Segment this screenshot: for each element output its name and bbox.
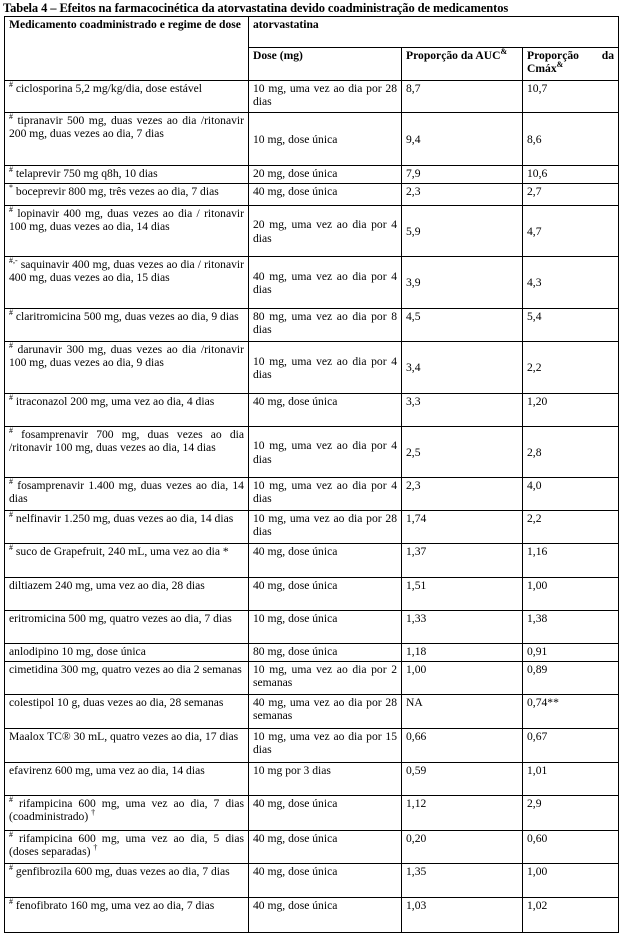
cell-drug <box>5 342 249 394</box>
cell-dose: 40 mg, dose única <box>249 544 402 578</box>
cell-auc-ratio: 1,33 <box>402 611 523 644</box>
table-row <box>5 166 619 184</box>
cell-auc-ratio: 1,51 <box>402 578 523 611</box>
table-row <box>5 898 619 933</box>
header-cmax-label: Proporção da Cmáx <box>527 49 615 76</box>
drug-text: eritromicina 500 mg, quatro vezes ao dia, 7 dias <box>9 612 232 625</box>
cell-dose: 40 mg, dose única <box>249 864 402 898</box>
cell-cmax-ratio: 4,3 <box>523 257 619 309</box>
cell-auc-ratio: 9,4 <box>402 113 523 166</box>
cell-auc-ratio: 1,12 <box>402 796 523 831</box>
footnote-mark: # <box>9 426 13 436</box>
table-row <box>5 763 619 796</box>
cell-dose: 10 mg por 3 dias <box>249 763 402 796</box>
cell-drug <box>5 611 249 644</box>
footnote-mark: # <box>9 80 13 90</box>
table-row <box>5 81 619 113</box>
cell-cmax-ratio: 5,4 <box>523 309 619 342</box>
footnote-mark: # <box>9 897 13 907</box>
cell-auc-ratio: 3,9 <box>402 257 523 309</box>
cell-auc-ratio: 3,4 <box>402 342 523 394</box>
cell-dose: 40 mg, dose única <box>249 578 402 611</box>
cell-cmax-ratio: 0,67 <box>523 729 619 763</box>
table-row <box>5 644 619 662</box>
footnote-mark: # <box>9 165 13 175</box>
cell-dose: 40 mg, dose única <box>249 831 402 864</box>
cell-dose: 10 mg, uma vez ao dia por 4 dias <box>249 478 402 511</box>
drug-text: ciclosporina 5,2 mg/kg/dia, dose estável <box>15 82 203 95</box>
drug-text: saquinavir 400 mg, duas vezes ao dia / ritonavir 400 mg, duas vezes ao dia, 15 dias <box>9 258 244 285</box>
table-caption: Tabela 4 – Efeitos na farmacocinética da atorvastatina devido coadministração de medicamentos <box>3 1 509 15</box>
cell-drug <box>5 544 249 578</box>
cell-auc-ratio: 4,5 <box>402 309 523 342</box>
cell-cmax-ratio: 1,01 <box>523 763 619 796</box>
header-cmax-sup: & <box>556 60 564 70</box>
drug-text: Maalox TC® 30 mL, quatro vezes ao dia, 17 dias <box>9 730 239 743</box>
cell-drug <box>5 478 249 511</box>
cell-auc-ratio: 5,9 <box>402 206 523 257</box>
drug-text: telaprevir 750 mg q8h, 10 dias <box>15 167 158 180</box>
header-dose-label: Dose (mg) <box>253 49 303 62</box>
cell-cmax-ratio: 0,60 <box>523 831 619 864</box>
footnote-mark: # <box>9 477 13 487</box>
cell-cmax-ratio: 1,00 <box>523 864 619 898</box>
drug-text: claritromicina 500 mg, duas vezes ao dia, 9 dias <box>15 310 239 323</box>
cell-cmax-ratio: 4,0 <box>523 478 619 511</box>
table-row <box>5 427 619 478</box>
cell-dose: 40 mg, dose única <box>249 184 402 206</box>
cell-drug <box>5 796 249 831</box>
drug-text: colestipol 10 g, duas vezes ao dia, 28 semanas <box>9 696 224 709</box>
drug-text: diltiazem 240 mg, uma vez ao dia, 28 dias <box>9 579 205 592</box>
table-row <box>5 511 619 544</box>
cell-dose: 20 mg, dose única <box>249 166 402 184</box>
cell-auc-ratio: 7,9 <box>402 166 523 184</box>
drug-text: itraconazol 200 mg, uma vez ao dia, 4 dias <box>15 395 215 408</box>
cell-drug <box>5 113 249 166</box>
footnote-mark: # <box>9 830 13 840</box>
cell-auc-ratio: 0,20 <box>402 831 523 864</box>
cell-dose: 10 mg, uma vez ao dia por 15 dias <box>249 729 402 763</box>
cell-cmax-ratio: 1,02 <box>523 898 619 933</box>
header-atorvastatin <box>249 17 619 48</box>
footnote-mark: # <box>9 341 13 351</box>
cell-cmax-ratio: 1,16 <box>523 544 619 578</box>
cell-cmax-ratio: 1,00 <box>523 578 619 611</box>
drug-text: tipranavir 500 mg, duas vezes ao dia /ritonavir 200 mg, duas vezes ao dia, 7 dias <box>9 114 244 141</box>
drug-text: fosamprenavir 1.400 mg, duas vezes ao dia, 14 dias <box>9 479 244 506</box>
drug-text: genfibrozila 600 mg, duas vezes ao dia, 7 dias <box>15 865 230 878</box>
cell-cmax-ratio: 4,7 <box>523 206 619 257</box>
header-atorvastatin-label: atorvastatina <box>253 18 319 31</box>
cell-cmax-ratio: 10,7 <box>523 81 619 113</box>
table-row <box>5 662 619 695</box>
drug-text: suco de Grapefruit, 240 mL, uma vez ao dia * <box>15 545 229 558</box>
cell-drug <box>5 831 249 864</box>
cell-auc-ratio: 1,37 <box>402 544 523 578</box>
table-row <box>5 113 619 166</box>
cell-dose: 80 mg, dose única <box>249 644 402 662</box>
cell-dose: 10 mg, uma vez ao dia por 28 dias <box>249 511 402 544</box>
footnote-mark: # <box>9 543 13 553</box>
cell-dose: 40 mg, dose única <box>249 394 402 427</box>
drug-text: nelfinavir 1.250 mg, duas vezes ao dia, 14 dias <box>15 512 234 525</box>
cell-drug <box>5 309 249 342</box>
cell-cmax-ratio: 2,2 <box>523 342 619 394</box>
footnote-mark: # <box>9 510 13 520</box>
cell-dose: 40 mg, uma vez ao dia por 28 semanas <box>249 695 402 729</box>
table-row <box>5 342 619 394</box>
cell-cmax-ratio: 2,8 <box>523 427 619 478</box>
cell-dose: 40 mg, dose única <box>249 898 402 933</box>
cell-dose: 40 mg, dose única <box>249 796 402 831</box>
cell-dose: 20 mg, uma vez ao dia por 4 dias <box>249 206 402 257</box>
header-row-1 <box>5 17 619 48</box>
cell-drug <box>5 394 249 427</box>
footnote-mark: # <box>9 308 13 318</box>
cell-drug <box>5 695 249 729</box>
cell-auc-ratio: 2,3 <box>402 478 523 511</box>
cell-drug <box>5 166 249 184</box>
pharmacokinetics-table <box>4 16 619 933</box>
cell-cmax-ratio: 2,2 <box>523 511 619 544</box>
cell-dose: 10 mg, uma vez ao dia por 4 dias <box>249 342 402 394</box>
footnote-mark: # <box>9 205 13 215</box>
cell-drug <box>5 511 249 544</box>
footnote-mark: # <box>9 795 13 805</box>
header-auc-sup: & <box>500 47 508 57</box>
table-row <box>5 578 619 611</box>
table-row <box>5 864 619 898</box>
cell-drug <box>5 729 249 763</box>
drug-text: darunavir 300 mg, duas vezes ao dia /ritonavir 100 mg, duas vezes ao dia, 9 dias <box>9 343 244 370</box>
cell-drug <box>5 898 249 933</box>
cell-auc-ratio: 1,03 <box>402 898 523 933</box>
cell-drug <box>5 644 249 662</box>
footnote-mark: * <box>9 183 13 193</box>
cell-cmax-ratio: 0,91 <box>523 644 619 662</box>
cell-cmax-ratio: 1,38 <box>523 611 619 644</box>
cell-cmax-ratio: 2,9 <box>523 796 619 831</box>
header-drug-label: Medicamento coadministrado e regime de dose <box>9 18 241 31</box>
table-row <box>5 695 619 729</box>
cell-cmax-ratio: 0,74** <box>523 695 619 729</box>
table-row <box>5 184 619 206</box>
cell-auc-ratio: 0,66 <box>402 729 523 763</box>
cell-dose: 40 mg, uma vez ao dia por 4 dias <box>249 257 402 309</box>
footnote-mark: # <box>9 863 13 873</box>
table-row <box>5 796 619 831</box>
cell-drug <box>5 184 249 206</box>
table-row <box>5 611 619 644</box>
table-row <box>5 394 619 427</box>
cell-cmax-ratio: 10,6 <box>523 166 619 184</box>
table-row <box>5 257 619 309</box>
footnote-mark: #,- <box>9 256 18 266</box>
cell-drug <box>5 81 249 113</box>
cell-cmax-ratio: 2,7 <box>523 184 619 206</box>
header-auc-label: Proporção da AUC <box>406 49 501 62</box>
dagger-mark: † <box>93 843 98 853</box>
cell-auc-ratio: 3,3 <box>402 394 523 427</box>
header-dose <box>249 48 402 81</box>
cell-drug <box>5 427 249 478</box>
drug-text: boceprevir 800 mg, três vezes ao dia, 7 dias <box>15 185 219 198</box>
footnote-mark: # <box>9 112 13 122</box>
header-cmax-ratio <box>523 48 619 81</box>
drug-text: rifampicina 600 mg, uma vez ao dia, 7 dias (coadministrado) <box>9 797 244 824</box>
table-row <box>5 309 619 342</box>
cell-dose: 10 mg, uma vez ao dia por 28 dias <box>249 81 402 113</box>
cell-drug <box>5 257 249 309</box>
cell-drug <box>5 578 249 611</box>
cell-cmax-ratio: 1,20 <box>523 394 619 427</box>
table-row <box>5 729 619 763</box>
table-row <box>5 831 619 864</box>
cell-auc-ratio: 1,00 <box>402 662 523 695</box>
cell-auc-ratio: 2,5 <box>402 427 523 478</box>
cell-drug <box>5 763 249 796</box>
table-body <box>5 81 619 933</box>
cell-dose: 10 mg, uma vez ao dia por 2 semanas <box>249 662 402 695</box>
table-row <box>5 478 619 511</box>
drug-text: fosamprenavir 700 mg, duas vezes ao dia /ritonavir 100 mg, duas vezes ao dia, 14 dias <box>9 428 244 455</box>
cell-dose: 10 mg, uma vez ao dia por 4 dias <box>249 427 402 478</box>
cell-drug <box>5 206 249 257</box>
drug-text: anlodipino 10 mg, dose única <box>9 645 146 658</box>
drug-text: rifampicina 600 mg, uma vez ao dia, 5 dias (doses separadas) <box>9 832 244 859</box>
footnote-mark: # <box>9 393 13 403</box>
cell-dose: 80 mg, uma vez ao dia por 8 dias <box>249 309 402 342</box>
cell-dose: 10 mg, dose única <box>249 611 402 644</box>
cell-drug <box>5 864 249 898</box>
cell-drug <box>5 662 249 695</box>
table-row <box>5 206 619 257</box>
drug-text: cimetidina 300 mg, quatro vezes ao dia 2 semanas <box>9 663 242 676</box>
drug-text: lopinavir 400 mg, duas vezes ao dia / ritonavir 100 mg, duas vezes ao dia, 14 dias <box>9 207 244 234</box>
drug-text: efavirenz 600 mg, uma vez ao dia, 14 dias <box>9 764 205 777</box>
cell-auc-ratio: 1,74 <box>402 511 523 544</box>
cell-auc-ratio: 0,59 <box>402 763 523 796</box>
cell-auc-ratio: 1,18 <box>402 644 523 662</box>
drug-text: fenofibrato 160 mg, uma vez ao dia, 7 dias <box>15 899 215 912</box>
cell-dose: 10 mg, dose única <box>249 113 402 166</box>
header-coadministered-drug <box>5 17 249 81</box>
cell-auc-ratio: 8,7 <box>402 81 523 113</box>
header-auc-ratio <box>402 48 523 81</box>
cell-cmax-ratio: 8,6 <box>523 113 619 166</box>
cell-auc-ratio: 1,35 <box>402 864 523 898</box>
cell-auc-ratio: NA <box>402 695 523 729</box>
cell-cmax-ratio: 0,89 <box>523 662 619 695</box>
cell-auc-ratio: 2,3 <box>402 184 523 206</box>
dagger-mark: † <box>91 808 96 818</box>
table-row <box>5 544 619 578</box>
